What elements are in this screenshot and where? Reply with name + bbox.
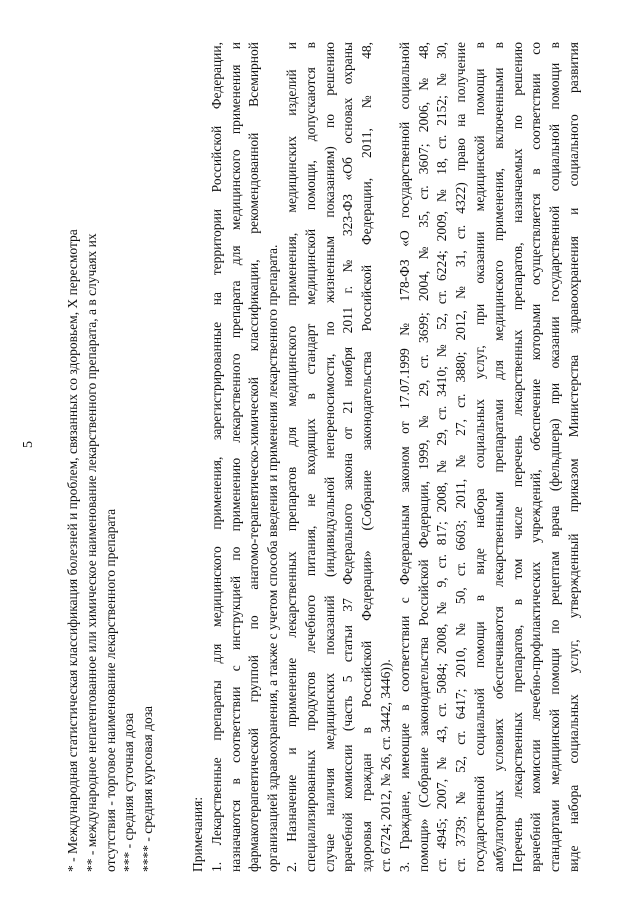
note-line: врачебной комиссии лечебно-профилактических учреждений, обеспечение которыми осуществляется в соответствии со (528, 42, 544, 872)
note-line: государственной социальной помощи в виде набора социальных услуг, при оказании медицинской помощи в (471, 42, 487, 872)
note-line: организацией здравоохранения, а также с учетом способа введения и применения лекарственного препарата. (265, 244, 281, 872)
note-line: 2. Назначение и применение лекарственных препаратов для медицинского применения, медицинских изделий и (283, 42, 299, 872)
note-line: помощи» (Собрание законодательства Российской Федерации, 1999, № 29, ст. 3699; 2004, № 35, ст. 3607; 2006, № 48, (415, 42, 431, 872)
note-line: здоровья граждан в Российской Федерации» (Собрание законодательства Российской Федерации, 2011, № 48, (359, 42, 375, 872)
rotated-page-content (64, 42, 584, 872)
note-line: Перечень лекарственных препаратов, в том числе перечень лекарственных препаратов, назначаемых по решению (509, 42, 525, 872)
notes-title: Примечания: (189, 796, 205, 872)
spacer (158, 42, 189, 872)
note-line: 1. Лекарственные препараты для медицинского применения, зарегистрированные на территории Российской Федерации, (208, 42, 224, 872)
note-line: специализированных продуктов лечебного питания, не входящих в стандарт медицинской помощи, допускаются в (302, 42, 318, 872)
footnote-inn: ** - международное непатентованное или химическое наименование лекарственного препарата, а в случаях их (83, 233, 99, 872)
note-line: назначаются в соответствии с инструкцией по применению лекарственного препарата для медицинского применения и (227, 42, 243, 872)
note-line: ст. 4945; 2007, № 43, ст. 5084; 2008, № 9, ст. 817; 2008, № 29, ст. 3410; № 52, ст. 6224; 2009, № 18, ст. 2152; № 30, (434, 42, 450, 872)
footnote-daily-dose: *** - средняя суточная доза (121, 712, 137, 872)
note-line: врачебной комиссии (часть 5 статьи 37 Федерального закона от 21 ноября 2011 г. № 323-ФЗ «Об основах охраны (340, 42, 356, 872)
note-line: ст. 6724; 2012, № 26, ст. 3442, 3446)). (377, 659, 393, 872)
footnote-icd: * - Международная статистическая классификация болезней и проблем, связанных со здоровьем, X пересмотра (65, 229, 80, 872)
note-line: стандартами медицинской помощи по рецептам врача (фельдшера) при оказании государственной социальной помощи в (547, 42, 563, 872)
note-line: случае наличия медицинских показаний (индивидуальной непереносимости, по жизненным показаниям) по решению (321, 42, 337, 872)
footnote-course-dose: **** - средняя курсовая доза (140, 705, 156, 872)
note-line: амбулаторных условиях обеспечиваются лекарственными препаратами для медицинского применения, включенными в (490, 42, 506, 872)
note-line: ст. 3739; № 52, ст. 6417; 2010, № 50, ст. 6603; 2011, № 27, ст. 3880; 2012, № 31, ст. 4322) право на получение (453, 42, 469, 872)
note-line: виде набора социальных услуг, утвержденный приказом Министерства здравоохранения и социального развития (565, 42, 581, 872)
note-line: фармакотерапевтической группой по анатомо-терапевтическо-химической классификации, рекомендованной Всемирной (246, 42, 262, 872)
note-line: 3. Граждане, имеющие в соответствии с Федеральным законом от 17.07.1999 № 178-ФЗ «О государственной социальной (396, 42, 412, 872)
page-number: 5 (21, 441, 36, 448)
footnote-inn-cont: отсутствия - торговое наименование лекарственного препарата (102, 508, 118, 872)
